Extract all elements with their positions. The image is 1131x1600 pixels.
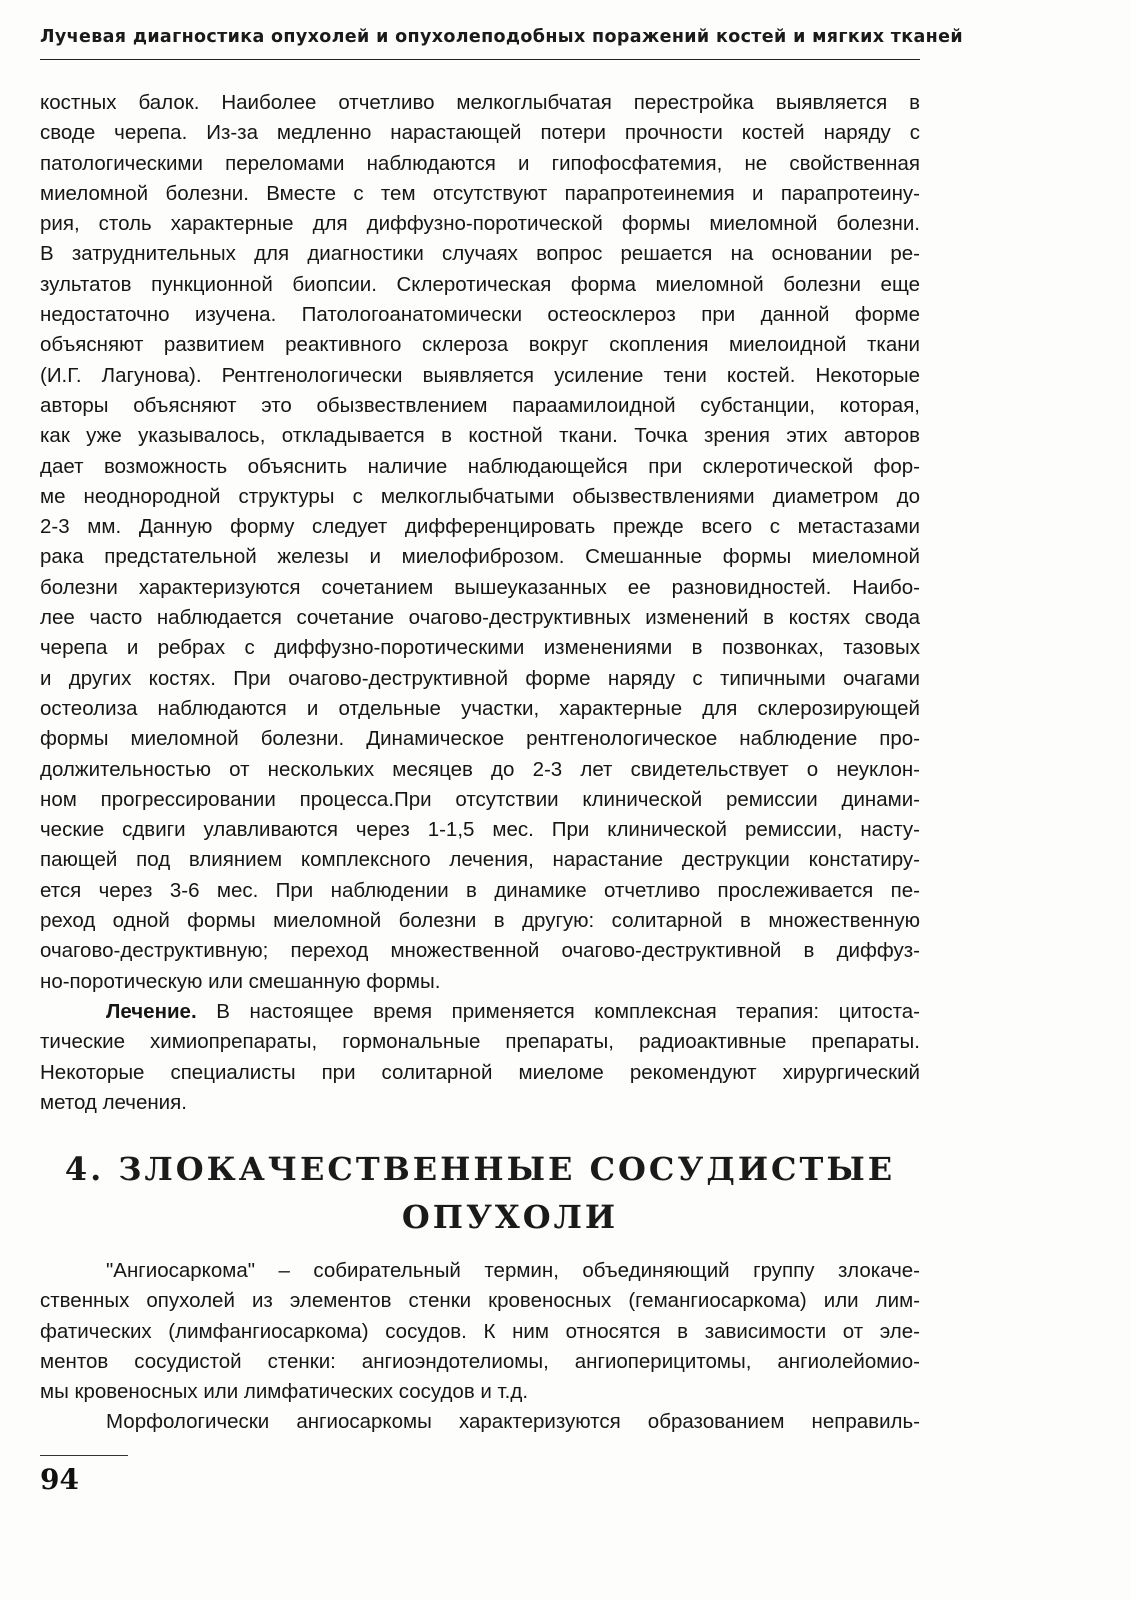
text-line: объясняют развитием реактивного склероза вокруг скопления миелоидной ткани	[40, 333, 920, 357]
treatment-paragraph	[40, 997, 920, 1118]
text-line: Некоторые специалисты при солитарной миеломе рекомендуют хирургический	[40, 1060, 920, 1084]
text-line: очагово-деструктивную; переход множественной очагово-деструктивной в диффуз-	[40, 939, 920, 963]
text-line: и других костях. При очагово-деструктивной форме наряду с типичными очагами	[40, 666, 920, 690]
text-line: В затруднительных для диагностики случаях вопрос решается на основании ре-	[40, 242, 920, 266]
page-number: 94	[40, 1463, 79, 1496]
text-line: остеолиза наблюдаются и отдельные участки, характерные для склерозирующей	[40, 696, 920, 720]
text-line: пающей под влиянием комплексного лечения, нарастание деструкции констатиру-	[40, 848, 920, 872]
text-line: ственных опухолей из элементов стенки кровеносных (гемангиосаркома) или лим-	[40, 1289, 920, 1313]
section-heading-line-2: ОПУХОЛИ	[401, 1198, 619, 1236]
text-line: дает возможность объяснить наличие наблюдающейся при склеротической фор-	[40, 454, 920, 478]
text-line: должительностью от нескольких месяцев до 2-3 лет свидетельствует о неуклон-	[40, 757, 920, 781]
text-line: метод лечения.	[40, 1090, 187, 1114]
text-line: лее часто наблюдается сочетание очагово-деструктивных изменений в костях свода	[40, 606, 920, 630]
text-line: недостаточно изучена. Патологоанатомически остеосклероз при данной форме	[40, 303, 920, 327]
text-line: рака предстательной железы и миелофиброзом. Смешанные формы миеломной	[40, 545, 920, 569]
text-line: болезни характеризуются сочетанием вышеуказанных ее разновидностей. Наибо-	[40, 575, 920, 599]
footer-rule	[40, 1455, 128, 1456]
treatment-first-line: В настоящее время применяется комплексная терапия: цитоста-	[196, 999, 920, 1023]
text-line: ческие сдвиги улавливаются через 1-1,5 мес. При клинической ремиссии, насту-	[40, 818, 920, 842]
text-line: авторы объясняют это обызвествлением параамилоидной субстанции, которая,	[40, 393, 920, 417]
text-line: "Ангиосаркома" – собирательный термин, объединяющий группу злокаче-	[106, 1259, 920, 1282]
text-line: 2-3 мм. Данную форму следует дифференцировать прежде всего с метастазами	[40, 515, 920, 539]
paragraph-continuation	[40, 88, 920, 997]
angiosarcoma-paragraph	[40, 1256, 920, 1407]
text-line: Морфологически ангиосаркомы характеризуются образованием неправиль-	[106, 1410, 920, 1434]
text-line: формы миеломной болезни. Динамическое рентгенологическое наблюдение про-	[40, 727, 920, 751]
text-line: но-поротическую или смешанную формы.	[40, 969, 441, 993]
text-line	[40, 997, 920, 1027]
morphology-paragraph	[40, 1407, 920, 1437]
section-heading-line-1: 4. ЗЛОКАЧЕСТВЕННЫЕ СОСУДИСТЫЕ	[64, 1150, 896, 1188]
body-text-bottom	[40, 1256, 920, 1438]
text-line: ном прогрессировании процесса.При отсутствии клинической ремиссии динами-	[40, 787, 920, 811]
text-line: миеломной болезни. Вместе с тем отсутствуют парапротеинемия и парапротеину-	[40, 181, 920, 205]
text-line: ется через 3-6 мес. При наблюдении в динамике отчетливо прослеживается пе-	[40, 878, 920, 902]
running-header: Лучевая диагностика опухолей и опухолеподобных поражений костей и мягких тканей	[40, 27, 963, 47]
section-heading	[40, 1145, 920, 1241]
text-line: костных балок. Наиболее отчетливо мелкоглыбчатая перестройка выявляется в	[40, 91, 920, 114]
header-rule	[40, 59, 920, 60]
text-line: (И.Г. Лагунова). Рентгенологически выявляется усиление тени костей. Некоторые	[40, 363, 920, 387]
text-line: ме неоднородной структуры с мелкоглыбчатыми обызвествлениями диаметром до	[40, 484, 920, 508]
treatment-lead: Лечение.	[106, 999, 197, 1023]
text-line: черепа и ребрах с диффузно-поротическими изменениями в позвонках, тазовых	[40, 636, 920, 660]
text-line: реход одной формы миеломной болезни в другую: солитарной в множественную	[40, 909, 920, 933]
text-line: зультатов пункционной биопсии. Склеротическая форма миеломной болезни еще	[40, 272, 920, 296]
text-line: фатических (лимфангиосаркома) сосудов. К ним относятся в зависимости от эле-	[40, 1319, 920, 1343]
text-line: мы кровеносных или лимфатических сосудов и т.д.	[40, 1380, 529, 1404]
text-line: патологическими переломами наблюдаются и гипофосфатемия, не свойственная	[40, 151, 920, 175]
body-text-top	[40, 88, 920, 1118]
text-line: своде черепа. Из-за медленно нарастающей потери прочности костей наряду с	[40, 121, 920, 145]
text-line: как уже указывалось, откладывается в костной ткани. Точка зрения этих авторов	[40, 424, 920, 448]
text-line: рия, столь характерные для диффузно-поротической формы миеломной болезни.	[40, 212, 920, 236]
text-line: ментов сосудистой стенки: ангиоэндотелиомы, ангиоперицитомы, ангиолейомио-	[40, 1349, 920, 1373]
text-line: тические химиопрепараты, гормональные препараты, радиоактивные препараты.	[40, 1030, 920, 1054]
